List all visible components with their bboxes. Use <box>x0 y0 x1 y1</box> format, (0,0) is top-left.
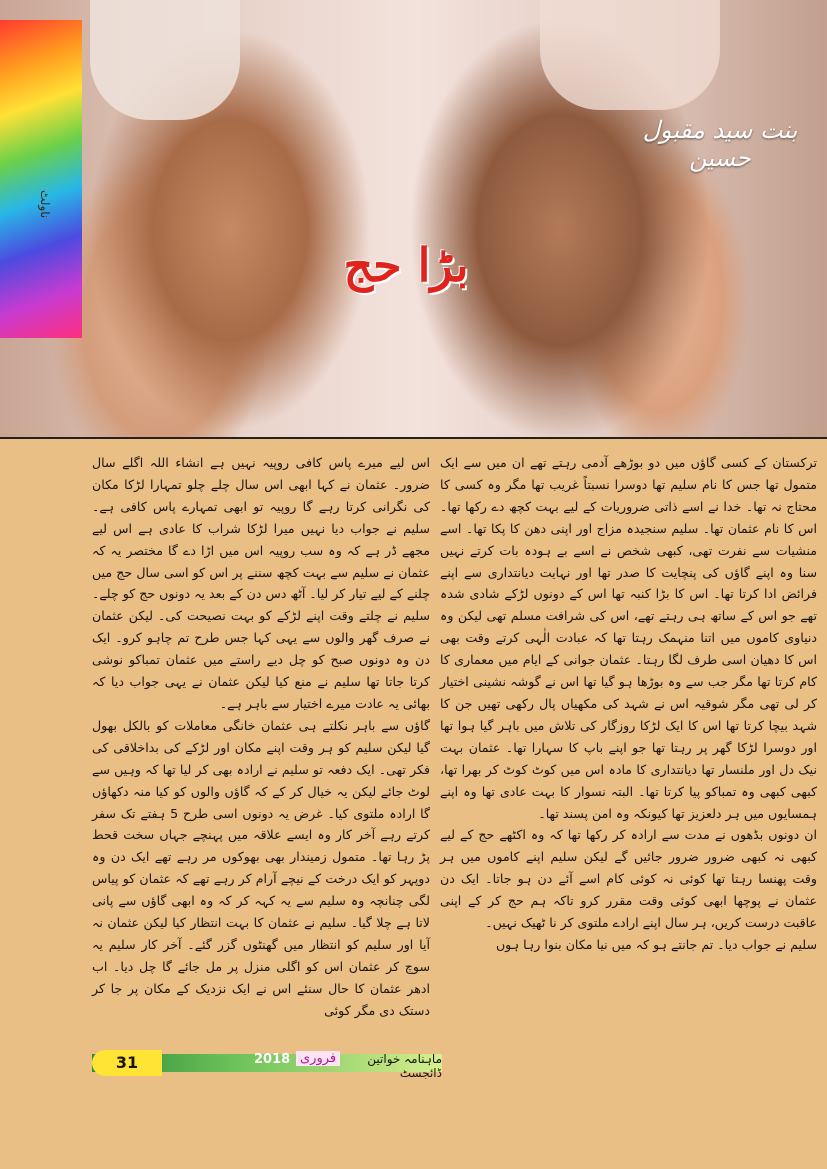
page-number: 31 <box>92 1050 162 1076</box>
side-label: ناولٹ <box>38 190 52 219</box>
footer-month: فروری <box>296 1051 340 1066</box>
paragraph: سلیم نے جواب دیا۔ تم جانتے ہو کہ میں نیا مکان بنوا رہا ہوں <box>495 936 817 952</box>
column-right <box>440 452 817 1092</box>
rainbow-strip <box>0 20 82 338</box>
paragraph: اس لیے میرے پاس کافی روپیہ نہیں ہے انشاء اللہ اگلے سال ضرور۔ عثمان نے کہا ابھی اس سال چلے چلو تمہارا لڑکا مکان کی نگرانی کرتا رہے گا روپیہ تو ابھی تمہارے پاس کافی ہے۔ سلیم نے جواب دیا نہیں میرا لڑکا شراب کا عادی ہے اس لیے مجھے ڈر ہے کہ وہ سب روپیہ اس میں اڑا دے گا مختصر یہ کہ عثمان نے سلیم سے بہت کچھ سننے پر اس کو اسی سال حج میں چلنے کے لیے تیار کر لیا۔ آٹھ دس دن کے بعد یہ دونوں حج کو چلے۔ سلیم نے چلتے وقت اپنے لڑکے کو بہت نصیحت کی۔ لیکن عثمان نے صرف گھر والوں سے یہی کہا جس طرح تم چاہو کرو۔ ایک دن وہ دونوں صبح کو چل دیے راستے میں عثمان تمباکو نوشی کرتا جاتا تھا سلیم نے منع کیا لیکن عثمان نے یہی جواب دیا کہ بھائی یہ عادت میرے اختیار سے باہر ہے۔ <box>92 455 430 711</box>
paragraph: گاؤں سے باہر نکلتے ہی عثمان خانگی معاملات کو بالکل بھول گیا لیکن سلیم کو ہر وقت اپنے مکان اور لڑکے کی بداخلاقی کی فکر تھی۔ ایک دفعہ تو سلیم نے ارادہ بھی کر لیا تھا کہ وہیں سے لوٹ جائے لیکن یہ خیال کر کے کہ گاؤں والوں کو کیا منہ دکھاؤں گا ارادہ ملتوی کیا۔ غرض یہ دونوں اسی طرح 5 ہفتے تک سفر کرتے رہے آخر کار وہ ایسے علاقہ میں پہنچے جہاں سخت قحط پڑ رہا تھا۔ متمول زمیندار بھی بھوکوں مر رہے تھے ایک دن وہ دوپہر کو ایک درخت کے نیچے آرام کر رہے تھے کہ عثمان کو پیاس لگی چنانچہ وہ سلیم سے یہ کہہ کر کہ وہ ابھی گاؤں سے پانی لاتا ہے چلا گیا۔ سلیم نے عثمان کا بہت انتظار کیا لیکن عثمان نہ آیا اور سلیم کو انتظار میں گھنٹوں گزر گئے۔ آخر کار سلیم یہ سوچ کر عثمان اس کو اگلی منزل پر مل جائے گا چل دیا۔ اب ادھر عثمان کا حال سنئے اس نے ایک نزدیک کے مکان پر جا کر دستک دی مگر کوئی <box>92 717 430 1018</box>
article-title: بڑا حج <box>343 238 469 292</box>
hero-image <box>0 0 827 438</box>
column-left <box>92 452 430 1072</box>
sleeve-right <box>540 0 720 110</box>
page-footer <box>92 1050 442 1080</box>
author-name: بنت سید مقبول حسین <box>642 116 798 172</box>
magazine-name: ماہنامہ خواتین ڈائجسٹ <box>367 1052 442 1080</box>
sleeve-left <box>90 0 240 120</box>
paragraph: ان دونوں بڈھوں نے مدت سے ارادہ کر رکھا تھا کہ وہ اکٹھے حج کے لیے کبھی نہ کبھی ضرور ضرور جائیں گے لیکن سلیم اپنے کاموں میں ہر وقت پھنسا رہتا تھا کوئی نہ کوئی کام اسے آئے دن ہو جاتا۔ ایک دن عثمان نے پوچھا ابھی کوئی وقت مقرر کرو تاکہ ہم حج کر کے اپنی عاقبت درست کریں، ہر سال اپنے ارادے ملتوی کر نا ٹھیک نہیں۔ <box>440 827 817 931</box>
footer-year: 2018 <box>254 1052 291 1067</box>
paragraph: ترکستان کے کسی گاؤں میں دو بوڑھے آدمی رہتے تھے ان میں سے ایک متمول تھا جس کا نام سلیم تھا دوسرا نسبتاً غریب تھا مگر وہ کسی کا محتاج نہ تھا۔ خدا نے اسے ذاتی ضروریات کے لیے بہت کچھ دے رکھا تھا۔ اس کا نام عثمان تھا۔ سلیم سنجیدہ مزاج اور اپنی دھن کا پکا تھا۔ اسے منشیات سے نفرت تھی، کبھی شخص نے اسے بے ہودہ بات کرتے نہیں سنا وہ اپنے گاؤں کی پنچایت کا صدر تھا اور نہایت دیانتداری سے اپنے فرائض ادا کرتا تھا۔ اس کا بڑا کنبہ تھا اس کے دونوں لڑکے شادی شدہ تھے جو اس کے ساتھ ہی رہتے تھے، اس کی شرافت مسلم تھی لیکن وہ دنیاوی کاموں میں اتنا منہمک رہتا تھا کہ عبادت الٰہی کرتے وقت بھی اس کا دھیان اسی طرف لگا رہتا۔ عثمان جوانی کے ایام میں معماری کا کام کرتا تھا مگر جب سے وہ بوڑھا ہو گیا تھا اس نے گوشہ نشینی اختیار کر لی تھی مگر شوقیہ اس نے شہد کی مکھیاں پال رکھی تھیں جن کا شہد بیچا کرتا تھا اس کا ایک لڑکا روزگار کی تلاش میں باہر گیا ہوا تھا اور دوسرا لڑکا گھر پر رہتا تھا جو اپنے باپ کا سہارا تھا۔ عثمان بہت نیک دل اور ملنسار تھا دیانتداری کا مادہ اس میں کوٹ کوٹ کر بھرا تھا، کبھی کبھی وہ تمباکو پیا کرتا تھا۔ البتہ نسوار کا بہت عادی تھا وہ اپنے ہمسایوں میں ہر دلعزیز تھا کیونکہ وہ امن پسند تھا۔ <box>440 455 817 821</box>
